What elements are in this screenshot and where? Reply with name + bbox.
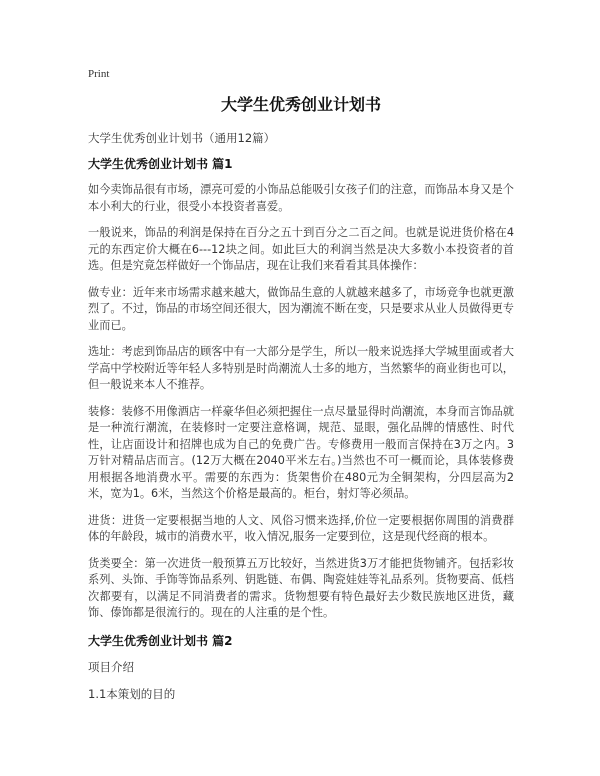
print-label[interactable]: Print <box>88 68 110 80</box>
paragraph-profit: 一般说来，饰品的利润是保持在百分之五十到百分之二百之间。也就是说进货价格在4元的东西定价大概在6---12块之间。如此巨大的利润当然是决大多数小本投资者的首选。但是究竟怎样做好一个饰品店，现在让我们来看看其具体操作： <box>88 226 514 272</box>
purpose-line: 1.1本策划的目的 <box>88 686 176 701</box>
paragraph-location: 选址：考虑到饰品店的顾客中有一大部分是学生，所以一般来说选择大学城里面或者大学高中学校附近等年轻人多特别是时尚潮流人士多的地方，当然繁华的商业街也可以，但一般说来本人不推荐。 <box>88 345 514 391</box>
paragraph-purchasing: 进货：进货一定要根据当地的人文、风俗习惯来选择,价位一定要根据你周围的消费群体的年龄段，城市的消费水平，收入情况,服务一定要到位，这是现代经商的根本。 <box>88 513 514 543</box>
section-heading-2: 大学生优秀创业计划书 篇2 <box>88 633 233 648</box>
section-heading-1: 大学生优秀创业计划书 篇1 <box>88 157 233 171</box>
project-intro-line: 项目介绍 <box>88 659 134 674</box>
page-title: 大学生优秀创业计划书 <box>220 95 381 114</box>
paragraph-professional: 做专业：近年来市场需求越来越大，做饰品生意的人就越来越多了，市场竞争也就更激烈了。不过，饰品的市场空间还很大，因为潮流不断在变，只是要求从业人员做得更专业而已。 <box>88 285 514 332</box>
paragraph-product-range: 货类要全：第一次进货一般预算五万比较好，当然进货3万才能把货物铺齐。包括彩妆系列、头饰、手饰等饰品系列、钥匙链、布偶、陶瓷娃娃等礼品系列。货物要高、低档次都要有，以满足不同消费者的需求。货物想要有特色最好去少数民族地区进货，藏饰、傣饰都是很流行的。现在的人注重的是个性。 <box>88 556 514 619</box>
document-subtitle: 大学生优秀创业计划书（通用12篇） <box>88 131 276 145</box>
paragraph-decoration: 装修：装修不用像酒店一样豪华但必须把握住一点尽量显得时尚潮流，本身而言饰品就是一种流行潮流，在装修时一定要注意格调，规范、显眼，强化品牌的情感性、时代性，让店面设计和招牌也成为自己的免费广告。专修费用一般而言保持在3万之内。3万针对精品店而言。(12万大概在2040平米左右。)当然也不可一概而论，具体装修费用根据各地消费水平。需要的东西为：货架售价在480元为全铜架构，分四层高为2米，宽为1。6米，当然这个价格是最高的。柜台，射灯等必须品。 <box>88 404 514 500</box>
paragraph-intro: 如今卖饰品很有市场，漂亮可爱的小饰品总能吸引女孩子们的注意，而饰品本身又是个本小利大的行业，很受小本投资者喜爱。 <box>88 183 514 213</box>
